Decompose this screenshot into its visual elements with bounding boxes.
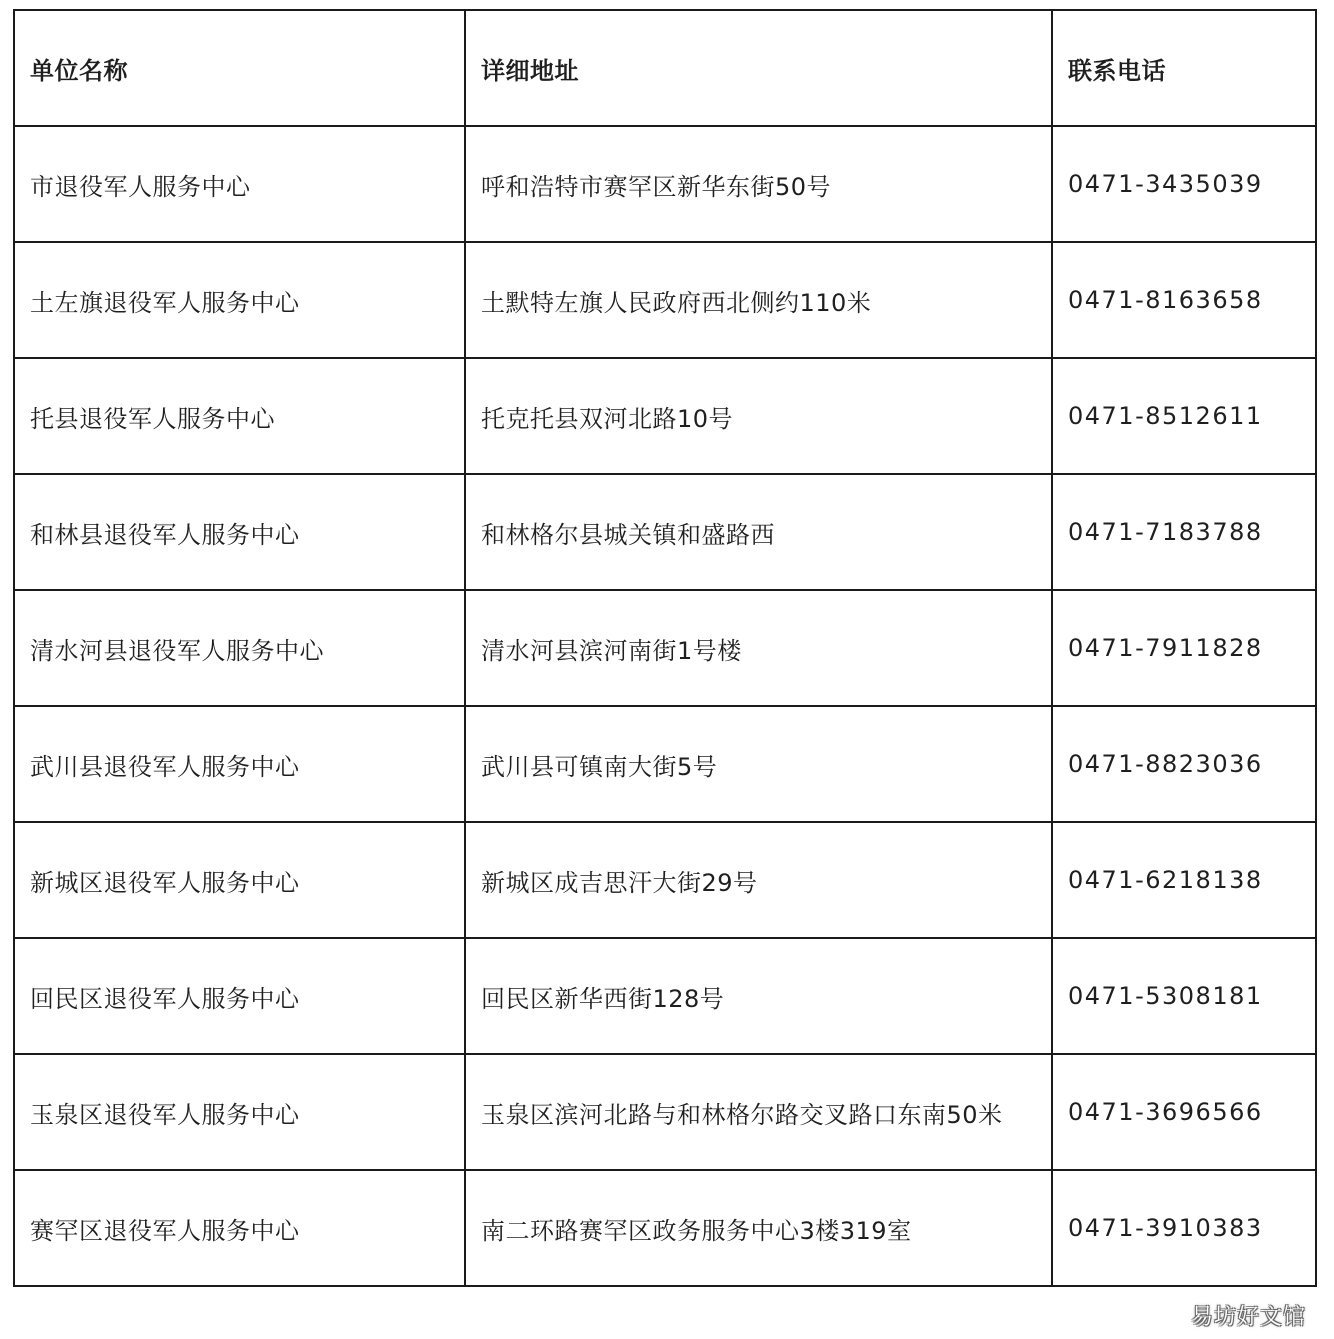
phone-cell: 0471-8823036 xyxy=(1052,706,1316,822)
address-cell: 呼和浩特市赛罕区新华东街50号 xyxy=(465,126,1052,242)
table-row xyxy=(14,242,1316,358)
address-cell: 南二环路赛罕区政务服务中心3楼319室 xyxy=(465,1170,1052,1286)
phone-cell: 0471-7911828 xyxy=(1052,590,1316,706)
unit-name-cell: 清水河县退役军人服务中心 xyxy=(14,590,465,706)
phone-cell: 0471-5308181 xyxy=(1052,938,1316,1054)
table-row xyxy=(14,126,1316,242)
table-row xyxy=(14,706,1316,822)
table-row xyxy=(14,474,1316,590)
address-cell: 武川县可镇南大街5号 xyxy=(465,706,1052,822)
unit-name-cell: 赛罕区退役军人服务中心 xyxy=(14,1170,465,1286)
table-header-row xyxy=(14,10,1316,126)
header-phone: 联系电话 xyxy=(1052,10,1316,126)
unit-name-cell: 玉泉区退役军人服务中心 xyxy=(14,1054,465,1170)
unit-name-cell: 托县退役军人服务中心 xyxy=(14,358,465,474)
address-cell: 土默特左旗人民政府西北侧约110米 xyxy=(465,242,1052,358)
address-cell: 托克托县双河北路10号 xyxy=(465,358,1052,474)
unit-name-cell: 武川县退役军人服务中心 xyxy=(14,706,465,822)
unit-name-cell: 回民区退役军人服务中心 xyxy=(14,938,465,1054)
service-center-table xyxy=(13,9,1317,1287)
address-cell: 回民区新华西街128号 xyxy=(465,938,1052,1054)
header-unit-name: 单位名称 xyxy=(14,10,465,126)
table-row xyxy=(14,590,1316,706)
table-row xyxy=(14,822,1316,938)
phone-cell: 0471-8512611 xyxy=(1052,358,1316,474)
table-row xyxy=(14,1054,1316,1170)
unit-name-cell: 新城区退役军人服务中心 xyxy=(14,822,465,938)
phone-cell: 0471-3435039 xyxy=(1052,126,1316,242)
unit-name-cell: 市退役军人服务中心 xyxy=(14,126,465,242)
address-cell: 玉泉区滨河北路与和林格尔路交叉路口东南50米 xyxy=(465,1054,1052,1170)
phone-cell: 0471-7183788 xyxy=(1052,474,1316,590)
table-row xyxy=(14,1170,1316,1286)
address-cell: 和林格尔县城关镇和盛路西 xyxy=(465,474,1052,590)
phone-cell: 0471-6218138 xyxy=(1052,822,1316,938)
address-cell: 清水河县滨河南街1号楼 xyxy=(465,590,1052,706)
watermark-text: 易坊好文馆 xyxy=(1190,1305,1306,1330)
header-address: 详细地址 xyxy=(465,10,1052,126)
phone-cell: 0471-3910383 xyxy=(1052,1170,1316,1286)
address-cell: 新城区成吉思汗大街29号 xyxy=(465,822,1052,938)
unit-name-cell: 土左旗退役军人服务中心 xyxy=(14,242,465,358)
table-row xyxy=(14,358,1316,474)
phone-cell: 0471-3696566 xyxy=(1052,1054,1316,1170)
table-row xyxy=(14,938,1316,1054)
phone-cell: 0471-8163658 xyxy=(1052,242,1316,358)
unit-name-cell: 和林县退役军人服务中心 xyxy=(14,474,465,590)
